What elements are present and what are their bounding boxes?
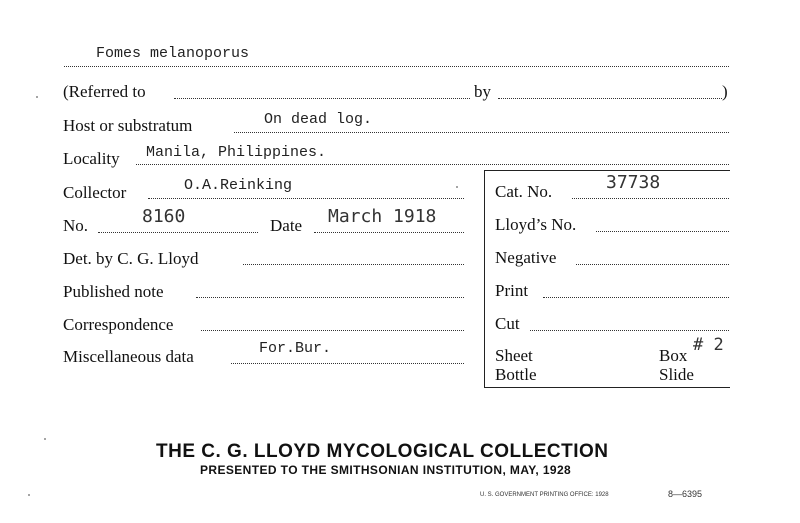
bottle-label: Bottle xyxy=(495,365,537,384)
catalog-box-left xyxy=(484,170,485,388)
by-label: by xyxy=(474,82,491,101)
cat-no-line xyxy=(572,198,729,199)
det-by-line xyxy=(243,264,464,265)
cut-label: Cut xyxy=(495,314,520,333)
collection-title: THE C. G. LLOYD MYCOLOGICAL COLLECTION xyxy=(156,441,609,462)
specimen-name: Fomes melanoporus xyxy=(96,45,250,62)
date-value: March 1918 xyxy=(328,206,437,227)
host-line xyxy=(234,132,729,133)
published-note-label: Published note xyxy=(63,282,164,301)
misc-data-value: For.Bur. xyxy=(259,340,332,357)
misc-data-label: Miscellaneous data xyxy=(63,347,194,366)
paper-speck xyxy=(36,96,38,98)
cat-no-value: 37738 xyxy=(606,172,661,193)
det-by-label: Det. by C. G. Lloyd xyxy=(63,249,199,268)
paper-speck xyxy=(456,186,458,188)
printer-imprint: U. S. GOVERNMENT PRINTING OFFICE: 1928 xyxy=(480,492,609,498)
date-label: Date xyxy=(270,216,303,235)
name-line xyxy=(64,66,729,67)
collector-line xyxy=(148,198,464,199)
referred-to-line xyxy=(174,98,470,99)
by-line xyxy=(498,98,722,99)
catalog-box-bottom xyxy=(484,387,730,388)
paper-speck xyxy=(44,438,46,440)
negative-label: Negative xyxy=(495,248,557,267)
lloyds-no-label: Lloyd’s No. xyxy=(495,215,577,234)
no-label: No. xyxy=(63,216,89,235)
slide-label: Slide xyxy=(659,365,694,384)
negative-line xyxy=(576,264,729,265)
no-line xyxy=(98,232,258,233)
locality-value: Manila, Philippines. xyxy=(146,144,327,161)
print-line xyxy=(543,297,729,298)
cut-line xyxy=(530,330,729,331)
referred-to-label: (Referred to xyxy=(63,82,146,101)
box-label: Box xyxy=(659,346,688,365)
no-value: 8160 xyxy=(142,206,186,227)
collector-label: Collector xyxy=(63,183,127,202)
correspondence-line xyxy=(201,330,464,331)
paper-speck xyxy=(28,494,30,496)
catalog-box-top xyxy=(484,170,730,171)
locality-label: Locality xyxy=(63,149,120,168)
collector-value: O.A.Reinking xyxy=(184,177,293,194)
locality-line xyxy=(136,164,729,165)
cat-no-label: Cat. No. xyxy=(495,182,553,201)
sheet-label: Sheet xyxy=(495,346,533,365)
collection-subtitle: PRESENTED TO THE SMITHSONIAN INSTITUTION, MAY, 1928 xyxy=(200,463,572,477)
correspondence-label: Correspondence xyxy=(63,315,174,334)
form-number: 8—6395 xyxy=(668,489,703,499)
lloyds-no-line xyxy=(596,231,729,232)
print-label: Print xyxy=(495,281,529,300)
close-paren: ) xyxy=(722,82,728,101)
host-label: Host or substratum xyxy=(63,116,193,135)
misc-data-line xyxy=(231,363,464,364)
host-value: On dead log. xyxy=(264,111,373,128)
date-line xyxy=(314,232,464,233)
box-value: # 2 xyxy=(693,335,724,355)
published-note-line xyxy=(196,297,464,298)
